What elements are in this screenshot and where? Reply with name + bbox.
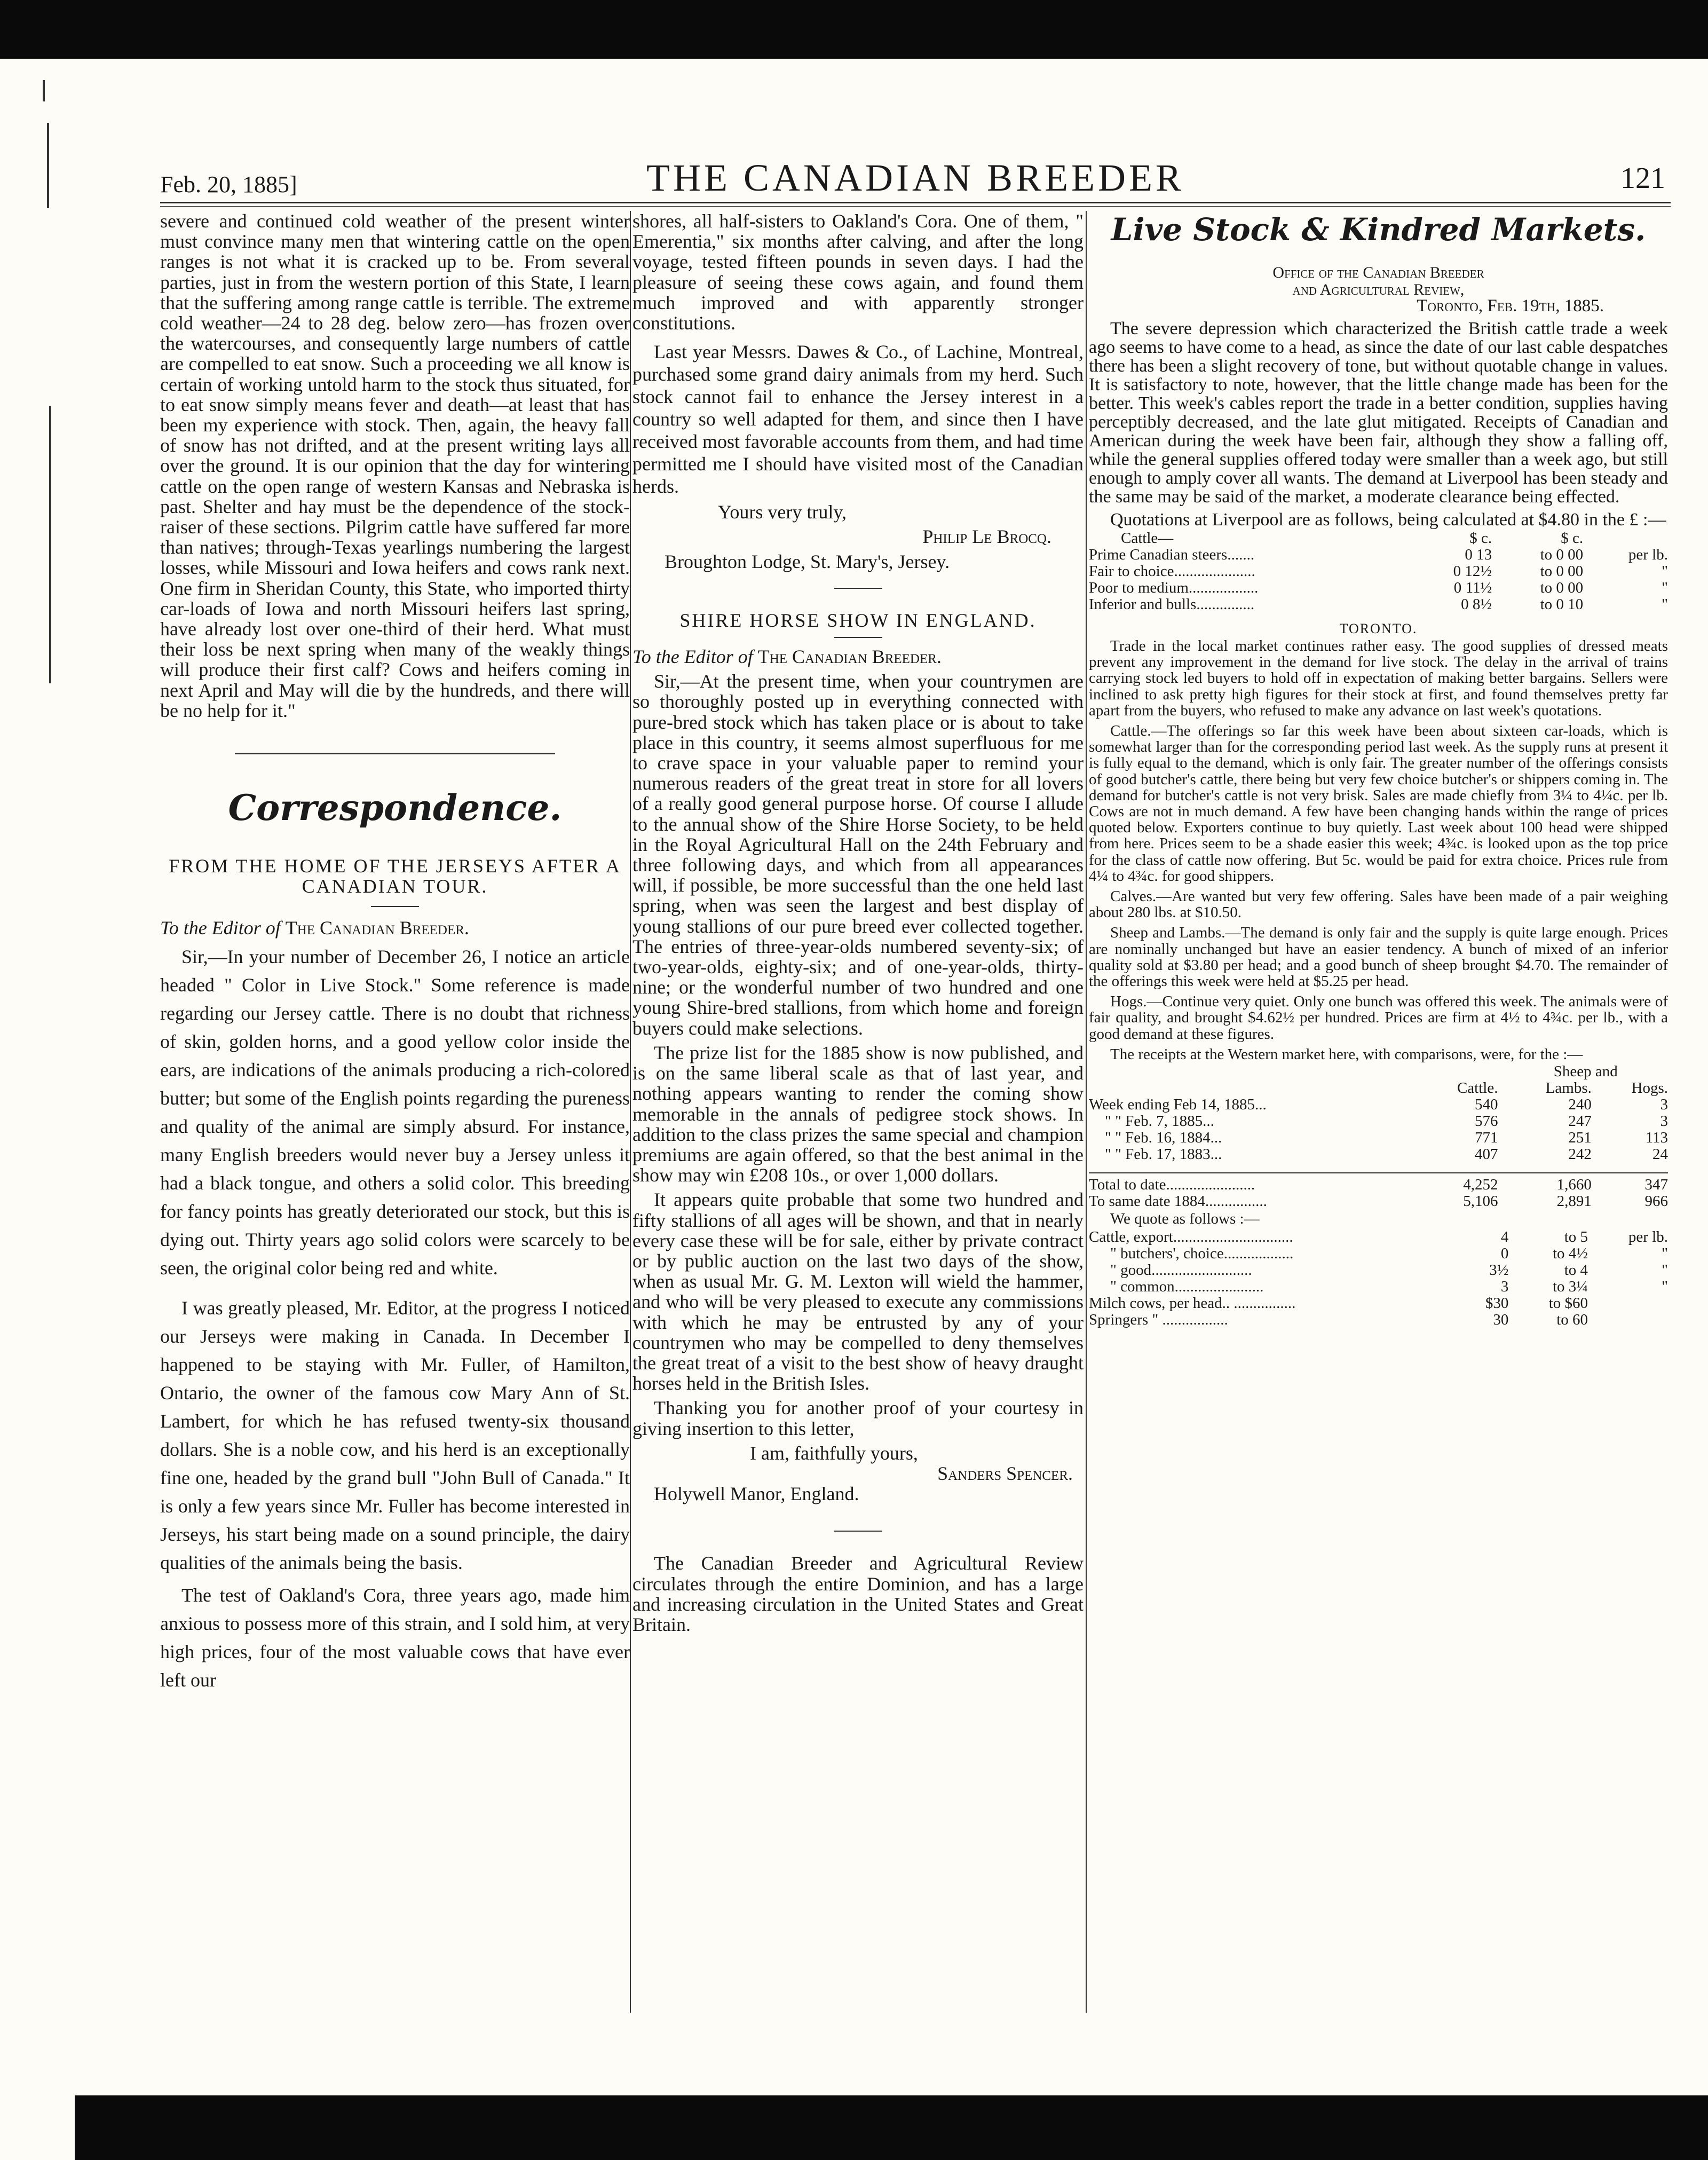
closing: Yours very truly, <box>718 501 847 523</box>
table-row: Week ending Feb 14, 1885... 540 240 3 <box>1089 1096 1668 1114</box>
issue-date: Feb. 20, 1885] <box>160 171 297 198</box>
article-heading: FROM THE HOME OF THE JERSEYS AFTER A CANADIAN TOUR. <box>169 855 621 897</box>
table-header: Cattle. Lambs. Hogs. <box>1457 1079 1668 1097</box>
circulation-notice: The Canadian Breeder and Agricultural Review circulates through the entire Dominion, and has a large and increasing circulation in the United States and Great Britain. <box>632 1552 1084 1635</box>
column-3 <box>1089 211 1668 1328</box>
address: Holywell Manor, England. <box>654 1483 859 1505</box>
paragraph: I was greatly pleased, Mr. Editor, at the progress I noticed our Jerseys were making in Canada. In December I happened to be staying with Mr. Fuller, of Hamilton, Ontario, the owner of the famous cow Mary Ann of St. Lambert, for which he has refused twenty-six thousand dollars. She is a noble cow, and his herd is an exceptionally fine one, headed by the grand bull "John Bull of Canada." It is only a few years since Mr. Fuller has become interested in Jerseys, his start being made on a sound principle, the dairy qualities of the animals being the basis. <box>160 1297 630 1573</box>
office-line: Office of the Canadian Breeder <box>1272 264 1484 281</box>
column-divider <box>1086 211 1087 2013</box>
section-title: Correspondence. <box>228 787 562 829</box>
table-header: Cattle— $ c. $ c. <box>1121 529 1584 547</box>
table-row: Fair to choice..................... 0 12½ to 0 00 " <box>1089 562 1668 580</box>
masthead-title: THE CANADIAN BREEDER <box>646 156 1184 199</box>
table-header: Sheep and <box>1553 1063 1618 1081</box>
paragraph: Sir,—At the present time, when your countrymen are so thoroughly posted up in everything connected with pure-bred stock which has taken place or is about to take place in this country, it seems almost superfluous for me to crave space in your valuable paper to remind your numerous readers of the great treat in store for all lovers of a really good general purpose horse. Of course I allude to the annual show of the Shire Horse Society, to be held in the Royal Agricultural Hall on the 24th February and three following days, and which from all appearances will, if possible, be more successful than the one held last spring, when was seen the largest and best display of young stallions of our pure breed ever collected together. The entries of three-year-olds numbered seventy-six; of two-year-olds, eighty-six; and of one-year-olds, thirty-nine; or the wonderful number of two hundred and one young Shire-bred stallions, from which home and foreign buyers could make selections. <box>632 671 1084 1039</box>
paragraph: It appears quite probable that some two hundred and fifty stallions of all ages will be shown, and that in nearly every case these will be for sale, either by private contract or by public auction on the last two days of the show, when as usual Mr. G. M. Lexton will wield the hammer, and who will be very pleased to execute any commissions with which he may be entrusted by any of your countrymen who may be compelled to deny themselves the great treat of a visit to the best show of heavy draught horses held in the British Isles. <box>632 1189 1084 1394</box>
header-rule <box>160 202 1671 203</box>
salutation: To the Editor of The Canadian Breeder. <box>632 646 942 668</box>
table-row: Prime Canadian steers....... 0 13 to 0 00 per lb. <box>1089 546 1668 563</box>
table-row: " " Feb. 16, 1884... 771 251 113 <box>1105 1129 1668 1147</box>
table-row: " good.......................... 3½ to 4 " <box>1110 1261 1668 1279</box>
article-rule <box>834 588 882 589</box>
table-row: " common....................... 3 to 3¼ " <box>1110 1278 1668 1295</box>
table-row: Springers " ................. 30 to 60 <box>1089 1311 1588 1328</box>
paragraph: The test of Oakland's Cora, three years ago, made him anxious to possess more of this strain, and I sold him, at very high prices, four of the most valuable cows that have ever left our <box>160 1584 630 1691</box>
dateline: Toronto, Feb. 19th, 1885. <box>1417 296 1604 316</box>
quote-intro: We quote as follows :— <box>1110 1210 1260 1228</box>
table-row: " " Feb. 7, 1885... 576 247 3 <box>1105 1113 1668 1130</box>
paragraph: The severe depression which characterized the British cattle trade a week ago seems to have come to a head, as since the date of our last cable despatches there has been a slight recovery of tone, but without quotable change in values. It is satisfactory to note, however, that the little change made has been for the better. This week's cables report the trade in a better condition, supplies having perceptibly decreased, and the late glut mitigated. Receipts of Canadian and American during the week have been fair, although they show a falling off, while the general supplies offered today were smaller than a week ago, but still enough to amply cover all wants. The demand at Liverpool has been steady and the same may be said of the market, a moderate clearance being effected. <box>1089 318 1668 507</box>
paragraph: The receipts at the Western market here, with comparisons, were, for the :— <box>1110 1045 1583 1063</box>
signature: Philip Le Brocq. <box>922 526 1051 548</box>
address: Broughton Lodge, St. Mary's, Jersey. <box>665 550 950 572</box>
liverpool-quotations <box>1089 530 1668 613</box>
markets-title: Live Stock & Kindred Markets. <box>1111 211 1646 248</box>
paragraph: Calves.—Are wanted but very few offering. Sales have been made of a pair weighing about 280 lbs. at $10.50. <box>1089 888 1668 921</box>
subheading-toronto: TORONTO. <box>1339 620 1418 636</box>
paragraph: Cattle.—The offerings so far this week have been about sixteen car-loads, which is somewhat larger than for the corresponding period last week. As the supply runs at present it is fully equal to the demand, which is only fair. The greater number of the offerings consists of good butcher's cattle, there being but very few choice butcher's or shippers coming in. The demand for butcher's cattle is not very brisk. Sales are made chiefly from 3¼ to 4¼c. per lb. Cows are not in much demand. A few have been changing hands within the range of prices quoted below. Exporters continue to buy quietly. Last week about 100 head were shipped from here. Prices seem to be a shade easier this week; 4¾c. is looked upon as the top price for the class of cattle now offering. But 5c. would be paid for extra choice. Prices rule from 4¼ to 4¾c. for good shippers. <box>1089 722 1668 885</box>
table-row: Total to date....................... 4,252 1,660 347 <box>1089 1176 1668 1194</box>
paragraph: Sir,—In your number of December 26, I notice an article headed " Color in Live Stock." Some reference is made regarding our Jersey cattle. There is no doubt that richness of skin, golden horns, and a good yellow color inside the ears, are indications of the animals producing a rich-colored butter; but some of the English points regarding the pureness and quality of the animal are simply absurd. For instance, many English breeders would never buy a Jersey unless it had a black tongue, and others a solid color. This breeding for fancy points has greatly deteriorated our stock, but this is dying out. Thirty years ago solid colors were scarcely to be seen, the original color being red and white. <box>160 945 630 1279</box>
column-divider <box>630 211 631 2013</box>
paragraph: shores, all half-sisters to Oakland's Cora. One of them, " Emerentia," six months after calving, and after the long voyage, tested fifteen pounds in seven days. I had the pleasure of seeing these cows again, and found them much improved and with apparently stronger constitutions. <box>632 210 1084 334</box>
scan-mark <box>47 123 49 208</box>
notice-rule <box>834 1531 882 1532</box>
paragraph: The prize list for the 1885 show is now published, and is on the same liberal scale as that of last year, and nothing appears wanting to render the coming show memorable in the annals of pedigree stock shows. In addition to the class prizes the same special and champion premiums are again offered, so that the best animal in the show may win £208 10s., or over 1,000 dollars. <box>632 1042 1084 1186</box>
signature: Sanders Spencer. <box>937 1462 1073 1484</box>
scan-border-top <box>0 0 1708 77</box>
paragraph: Thanking you for another proof of your courtesy in giving insertion to this letter, <box>632 1397 1084 1439</box>
heading-rule <box>371 906 419 907</box>
paragraph: Quotations at Liverpool are as follows, being calculated at $4.80 in the £ :— <box>1110 509 1666 530</box>
scan-border-bottom <box>75 2095 1708 2160</box>
table-row: Poor to medium.................. 0 11½ to 0 00 " <box>1089 579 1668 596</box>
section-rule <box>235 753 555 754</box>
table-row: " butchers', choice.................. 0 to 4½ " <box>1110 1244 1668 1262</box>
column-1 <box>160 211 630 1699</box>
heading-rule <box>834 637 882 638</box>
table-row: Cattle, export............................... 4 to 5 per lb. <box>1089 1228 1668 1245</box>
table-row: Inferior and bulls............... 0 8½ to 0 10 " <box>1089 595 1668 613</box>
paragraph: Hogs.—Continue very quiet. Only one bunch was offered this week. The animals were of fair quality, and brought $4.62½ per hundred. Prices are firm at 4½ to 4¾c. per lb., with a good demand at these figures. <box>1089 993 1668 1043</box>
article-heading: SHIRE HORSE SHOW IN ENGLAND. <box>679 609 1037 631</box>
paragraph: Sheep and Lambs.—The demand is only fair and the supply is quite large enough. Prices are nominally unchanged but have an easier tendency. A bunch of mixed of an inferior quality sold at $3.80 per head; and a good bunch of sheep brought $4.70. The remainder of the offerings this week were held at $5.25 per head. <box>1089 924 1668 990</box>
header-rule-thin <box>160 206 1671 207</box>
paragraph: Trade in the local market continues rather easy. The good supplies of dressed meats prevent any improvement in the demand for live stock. The delay in the arrival of trains carrying stock led buyers to hold off in expectation of making better bargains. Sellers were inclined to ask pretty high figures for their stock at first, and found themselves pretty far apart from the buyers, who refused to make any advance on last week's quotations. <box>1089 637 1668 719</box>
table-row: " " Feb. 17, 1883... 407 242 24 <box>1089 1146 1668 1173</box>
toronto-quotations <box>1089 1229 1668 1328</box>
office-line: and Agricultural Review, <box>1292 280 1465 298</box>
western-market-receipts <box>1089 1063 1668 1210</box>
page-number: 121 <box>1620 162 1665 195</box>
salutation: To the Editor of The Canadian Breeder. <box>160 917 469 939</box>
scan-mark <box>43 80 45 101</box>
article-continued: severe and continued cold weather of the present winter must convince many men that wintering cattle on the open ranges is not what it is cracked up to be. From several parties, just in from the western portion of this State, I learn that the suffering among range cattle is terrible. The extreme cold weather—24 to 28 deg. below zero—has frozen over the watercourses, and consequently large numbers of cattle are compelled to eat snow. Such a proceeding we all know is certain of working untold harm to the stock thus situated, for to eat snow simply means fever and death—at least that has been my experience with stock. Then, again, the heavy fall of snow has not drifted, and at the present writing lays all over the ground. It is our opinion that the day for wintering cattle on the open range of western Kansas and Nebraska is past. Shelter and hay must be the dependence of the stock-raiser of these sections. Pilgrim cattle have suffered far more than natives; through-Texas yearlings numbering the largest losses, while Missouri and Iowa heifers and cows rank next. One firm in Sheridan County, this State, who imported thirty car-loads of Iowa and north Missouri heifers last spring, have already lost over one-third of their herd. What must their loss be next spring when many of the weakly things will produce their first calf? Cows and heifers coming in next April and May will die by the hundreds, and there will be no help for it." <box>160 210 630 721</box>
table-row: To same date 1884................ 5,106 2,891 966 <box>1089 1193 1668 1210</box>
column-2 <box>632 211 1084 1639</box>
paragraph: Last year Messrs. Dawes & Co., of Lachine, Montreal, purchased some grand dairy animals from my herd. Such stock cannot fail to enhance the Jersey interest in a country so well adapted for them, and since then I have received most favorable accounts from them, and had time permitted me I should have visited most of the Canadian herds. <box>632 341 1084 498</box>
page-header <box>160 156 1671 199</box>
scan-mark <box>49 406 51 683</box>
closing: I am, faithfully yours, <box>750 1442 918 1464</box>
table-row: Milch cows, per head.. ................ $30 to $60 <box>1089 1294 1588 1312</box>
